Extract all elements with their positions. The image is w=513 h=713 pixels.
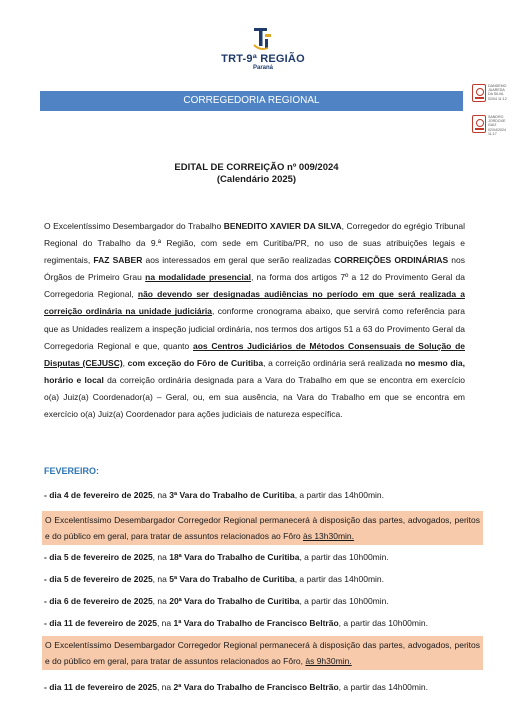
corregedor-notice: O Excelentíssimo Desembargador Corregedor Regional permanecerá à disposição das partes, advogados, peritos e do público em geral, para tratar de assuntos relacionados ao Fôro às 13h30min. [42, 511, 483, 545]
schedule-item: - dia 11 de fevereiro de 2025, na 2ª Vara do Trabalho de Francisco Beltrão, a partir das 14h00min. [44, 682, 428, 692]
intro-paragraph: O Excelentíssimo Desembargador do Trabalho BENEDITO XAVIER DA SILVA, Corregedor do egrégio Tribunal Regional do Trabalho da 9.ª Região, com sede em Curitiba/PR, no uso de suas atribuições legais e regimentais, FAZ SABER aos interessados em geral que serão realizadas CORREIÇÕES ORDINÁRIAS nos Órgãos de Primeiro Grau na modalidade presencial, na forma dos artigos 7º a 12 do Provimento Geral da Corregedoria Regional, não devendo ser designadas audiências no período em que será realizada a correição ordinária na unidade judiciária, conforme cronograma abaixo, que servirá como referência para que as Unidades realizem a inspeção judicial ordinária, nos termos dos artigos 51 a 63 do Provimento Geral da Corregedoria Regional e que, quanto aos Centros Judiciários de Métodos Consensuais de Solução de Disputas (CEJUSC), com exceção do Fôro de Curitiba, a correição ordinária será realizada no mesmo dia, horário e local da correição ordinária designada para a Vara do Trabalho em que se encontra em exercício o(a) Juiz(a) Coordenador(a) – Geral, ou, em sua ausência, na Vara do Trabalho em que se encontra em exercício o(a) Juiz(a) Coordenador para ações judiciais de natureza específica. [44, 221, 466, 420]
stamp-text: DANDEMO JUAREDA DA SILVA 02/04 11:12 [488, 84, 507, 101]
schedule-item: - dia 4 de fevereiro de 2025, na 3ª Vara do Trabalho de Curitiba, a partir das 14h00min. [44, 490, 385, 500]
signature-stamp-1 [472, 84, 510, 102]
corregedor-notice: O Excelentíssimo Desembargador Corregedor Regional permanecerá à disposição das partes, advogados, peritos e do público em geral, para tratar de assuntos relacionados ao Fôro, às 9h30min. [42, 636, 483, 670]
desembargador-name: BENEDITO XAVIER DA SILVA [223, 221, 342, 231]
month-heading: FEVEREIRO: [44, 466, 100, 476]
signature-stamp-2 [472, 115, 510, 136]
edital-subtitle: (Calendário 2025) [216, 174, 297, 185]
section-banner: CORREGEDORIA REGIONAL [40, 91, 463, 111]
trt-emblem-icon [251, 26, 275, 52]
logo-subtitle: Paraná [252, 65, 273, 71]
logo-name: TRT-9ª REGIÃO [221, 53, 305, 65]
schedule-item: - dia 5 de fevereiro de 2025, na 5ª Vara do Trabalho de Curitiba, a partir das 14h00min. [44, 574, 385, 584]
stamp-text: SANDRO JORDOXE GAIZ 02/04/2024 11:17 [488, 115, 506, 136]
schedule-item: - dia 6 de fevereiro de 2025, na 20ª Vara do Trabalho de Curitiba, a partir das 10h00min. [44, 596, 389, 606]
trt-logo [218, 26, 308, 71]
edital-title: EDITAL DE CORREIÇÃO nº 009/2024 [174, 162, 339, 173]
signature-seal-icon [472, 115, 486, 133]
signature-seal-icon [472, 84, 486, 102]
schedule-item: - dia 5 de fevereiro de 2025, na 18ª Vara do Trabalho de Curitiba, a partir das 10h00min. [44, 552, 389, 562]
schedule-item: - dia 11 de fevereiro de 2025, na 1ª Vara do Trabalho de Francisco Beltrão, a partir das 10h00min. [44, 618, 428, 628]
